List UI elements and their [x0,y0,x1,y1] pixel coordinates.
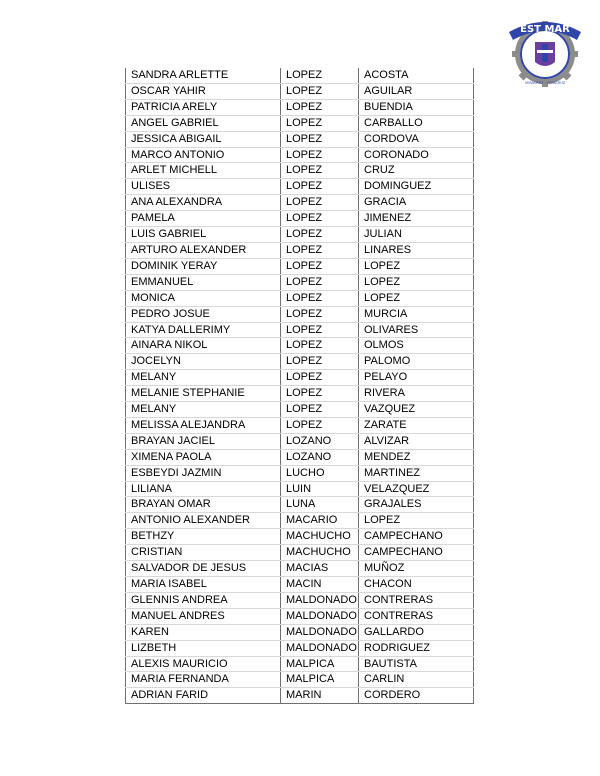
paternal-surname-cell: LOPEZ [281,195,359,211]
first-names-cell: BETHZY [126,529,281,545]
paternal-surname-cell: LOPEZ [281,211,359,227]
paternal-surname-cell: LOPEZ [281,306,359,322]
paternal-surname-cell: LUCHO [281,465,359,481]
first-names-cell: GLENNIS ANDREA [126,592,281,608]
maternal-surname-cell: LINARES [359,242,474,258]
logo-title: EST MAR [520,24,570,35]
first-names-cell: ANGEL GABRIEL [126,115,281,131]
table-row [126,211,474,227]
first-names-cell: ESBEYDI JAZMIN [126,465,281,481]
maternal-surname-cell: CARBALLO [359,115,474,131]
table-row [126,179,474,195]
maternal-surname-cell: LOPEZ [359,290,474,306]
first-names-cell: AINARA NIKOL [126,338,281,354]
maternal-surname-cell: JULIAN [359,227,474,243]
paternal-surname-cell: LOPEZ [281,99,359,115]
maternal-surname-cell: MUÑOZ [359,561,474,577]
paternal-surname-cell: MACIN [281,577,359,593]
first-names-cell: MELANIE STEPHANIE [126,386,281,402]
paternal-surname-cell: MACHUCHO [281,529,359,545]
first-names-cell: ANTONIO ALEXANDER [126,513,281,529]
table-row [126,656,474,672]
maternal-surname-cell: ALVIZAR [359,433,474,449]
first-names-cell: MARIA ISABEL [126,577,281,593]
first-names-cell: PATRICIA ARELY [126,99,281,115]
paternal-surname-cell: MALDONADO [281,592,359,608]
paternal-surname-cell: MALDONADO [281,624,359,640]
maternal-surname-cell: BUENDIA [359,99,474,115]
paternal-surname-cell: LOPEZ [281,402,359,418]
table-row [126,242,474,258]
maternal-surname-cell: ZARATE [359,417,474,433]
first-names-cell: LUIS GABRIEL [126,227,281,243]
paternal-surname-cell: LUNA [281,497,359,513]
table-row [126,449,474,465]
paternal-surname-cell: MACARIO [281,513,359,529]
paternal-surname-cell: LOPEZ [281,242,359,258]
paternal-surname-cell: LOPEZ [281,290,359,306]
maternal-surname-cell: CARLIN [359,672,474,688]
first-names-cell: KAREN [126,624,281,640]
first-names-cell: PEDRO JOSUE [126,306,281,322]
table-row [126,274,474,290]
table-row [126,513,474,529]
table-row [126,481,474,497]
maternal-surname-cell: BAUTISTA [359,656,474,672]
paternal-surname-cell: LOPEZ [281,179,359,195]
table-row [126,688,474,704]
paternal-surname-cell: MACHUCHO [281,545,359,561]
first-names-cell: KATYA DALLERIMY [126,322,281,338]
maternal-surname-cell: CHACON [359,577,474,593]
table-row [126,115,474,131]
first-names-cell: MELANY [126,370,281,386]
table-row [126,561,474,577]
maternal-surname-cell: CONTRERAS [359,608,474,624]
first-names-cell: LILIANA [126,481,281,497]
maternal-surname-cell: MARTINEZ [359,465,474,481]
table-row [126,672,474,688]
first-names-cell: SALVADOR DE JESUS [126,561,281,577]
first-names-cell: MONICA [126,290,281,306]
first-names-cell: ADRIAN FARID [126,688,281,704]
first-names-cell: XIMENA PAOLA [126,449,281,465]
maternal-surname-cell: CAMPECHANO [359,529,474,545]
paternal-surname-cell: LOPEZ [281,274,359,290]
paternal-surname-cell: MARIN [281,688,359,704]
table-row [126,386,474,402]
paternal-surname-cell: MALDONADO [281,640,359,656]
table-row [126,624,474,640]
school-logo [505,10,585,90]
school-emblem-icon [505,10,585,90]
maternal-surname-cell: CORDERO [359,688,474,704]
first-names-cell: LIZBETH [126,640,281,656]
table-row [126,592,474,608]
first-names-cell: ULISES [126,179,281,195]
paternal-surname-cell: LOPEZ [281,131,359,147]
maternal-surname-cell: ACOSTA [359,68,474,83]
table-row [126,131,474,147]
first-names-cell: MARCO ANTONIO [126,147,281,163]
first-names-cell: ALEXIS MAURICIO [126,656,281,672]
first-names-cell: SANDRA ARLETTE [126,68,281,83]
paternal-surname-cell: LOPEZ [281,115,359,131]
roster-body [126,68,474,704]
paternal-surname-cell: LOPEZ [281,338,359,354]
table-row [126,227,474,243]
first-names-cell: ARLET MICHELL [126,163,281,179]
maternal-surname-cell: CORONADO [359,147,474,163]
logo-subtitle: CELAYA [537,36,553,41]
paternal-surname-cell: LOPEZ [281,68,359,83]
first-names-cell: DOMINIK YERAY [126,258,281,274]
maternal-surname-cell: OLIVARES [359,322,474,338]
first-names-cell: MANUEL ANDRES [126,608,281,624]
paternal-surname-cell: LOPEZ [281,83,359,99]
table-row [126,577,474,593]
logo-ring-text: VERACRUZ · VERACRUZ [524,81,566,85]
first-names-cell: MELISSA ALEJANDRA [126,417,281,433]
paternal-surname-cell: LOPEZ [281,370,359,386]
paternal-surname-cell: LOPEZ [281,147,359,163]
first-names-cell: PAMELA [126,211,281,227]
paternal-surname-cell: MALPICA [281,672,359,688]
table-row [126,99,474,115]
table-row [126,402,474,418]
maternal-surname-cell: PELAYO [359,370,474,386]
maternal-surname-cell: CONTRERAS [359,592,474,608]
maternal-surname-cell: MENDEZ [359,449,474,465]
table-row [126,640,474,656]
table-row [126,147,474,163]
maternal-surname-cell: GRACIA [359,195,474,211]
paternal-surname-cell: LOPEZ [281,386,359,402]
table-row [126,290,474,306]
table-row [126,306,474,322]
maternal-surname-cell: GALLARDO [359,624,474,640]
paternal-surname-cell: MALPICA [281,656,359,672]
first-names-cell: BRAYAN OMAR [126,497,281,513]
maternal-surname-cell: PALOMO [359,354,474,370]
paternal-surname-cell: LOPEZ [281,258,359,274]
maternal-surname-cell: CRUZ [359,163,474,179]
first-names-cell: ARTURO ALEXANDER [126,242,281,258]
table-row [126,195,474,211]
table-row [126,417,474,433]
first-names-cell: CRISTIAN [126,545,281,561]
first-names-cell: JESSICA ABIGAIL [126,131,281,147]
maternal-surname-cell: MURCIA [359,306,474,322]
maternal-surname-cell: LOPEZ [359,274,474,290]
paternal-surname-cell: LOPEZ [281,163,359,179]
first-names-cell: OSCAR YAHIR [126,83,281,99]
table-row [126,338,474,354]
table-row [126,545,474,561]
maternal-surname-cell: RODRIGUEZ [359,640,474,656]
table-row [126,433,474,449]
table-row [126,258,474,274]
maternal-surname-cell: AGUILAR [359,83,474,99]
paternal-surname-cell: LOZANO [281,449,359,465]
first-names-cell: MARIA FERNANDA [126,672,281,688]
paternal-surname-cell: MACIAS [281,561,359,577]
table-row [126,68,474,83]
maternal-surname-cell: LOPEZ [359,258,474,274]
maternal-surname-cell: GRAJALES [359,497,474,513]
table-row [126,354,474,370]
first-names-cell: MELANY [126,402,281,418]
table-row [126,529,474,545]
maternal-surname-cell: VAZQUEZ [359,402,474,418]
paternal-surname-cell: LOPEZ [281,227,359,243]
first-names-cell: ANA ALEXANDRA [126,195,281,211]
maternal-surname-cell: LOPEZ [359,513,474,529]
maternal-surname-cell: DOMINGUEZ [359,179,474,195]
table-row [126,497,474,513]
table-row [126,322,474,338]
paternal-surname-cell: MALDONADO [281,608,359,624]
maternal-surname-cell: VELAZQUEZ [359,481,474,497]
first-names-cell: EMMANUEL [126,274,281,290]
maternal-surname-cell: CAMPECHANO [359,545,474,561]
first-names-cell: JOCELYN [126,354,281,370]
first-names-cell: BRAYAN JACIEL [126,433,281,449]
table-row [126,370,474,386]
table-row [126,608,474,624]
student-roster-table [125,68,474,704]
paternal-surname-cell: LOZANO [281,433,359,449]
maternal-surname-cell: JIMENEZ [359,211,474,227]
maternal-surname-cell: RIVERA [359,386,474,402]
paternal-surname-cell: LUIN [281,481,359,497]
paternal-surname-cell: LOPEZ [281,322,359,338]
paternal-surname-cell: LOPEZ [281,354,359,370]
maternal-surname-cell: OLMOS [359,338,474,354]
table-row [126,83,474,99]
table-row [126,163,474,179]
paternal-surname-cell: LOPEZ [281,417,359,433]
table-row [126,465,474,481]
maternal-surname-cell: CORDOVA [359,131,474,147]
